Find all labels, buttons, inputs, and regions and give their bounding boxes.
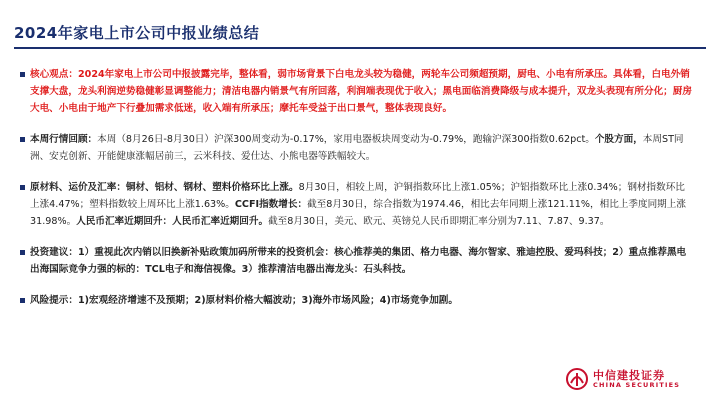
text-run: 个股方面， bbox=[594, 134, 643, 145]
text-run: 投资建议：1）重视此次内销以旧换新补贴政策加码所带来的投资机会：核心推荐美的集团、格力电器、海尔智家、雅迪控股、爱玛科技；2）重点推荐黑电出海国际竞争力强的标的：TCL电子和海信视像。3）推荐清洁电器出海龙头：石头科技。 bbox=[30, 247, 687, 275]
text-run: 风险提示：1)宏观经济增速不及预期；2)原材料价格大幅波动；3)海外市场风险；4)市场竞争加剧。 bbox=[30, 295, 458, 306]
text-run: 核心观点：2024年家电上市公司中报披露完毕，整体看，弱市场背景下白电龙头较为稳健，两轮车公司频超预期，厨电、小电有所承压。具体看，白电外销支撑大盘，龙头利润逆势稳健彰显调整能力；清洁电器内销景气有所回落，利润端表现优于收入；黑电面临消费降级与成本提升，双龙头表现有所分化；厨房大电、小电由于地产下行叠加需求低迷，收入端有所承压；摩托车受益于出口景气，整体表现良好。 bbox=[30, 69, 692, 114]
text-run: 8月30日，相较上周，沪铜指数环比上涨1.05%；沪铝指数环比上涨0.34%；钢材指数环比上涨4.47%；塑料指数较上周环比上涨1.63%。 bbox=[30, 182, 685, 210]
list-item-weekly-review bbox=[20, 131, 692, 165]
text-run: 本周ST同洲、安克创新、开能健康涨幅居前三，云米科技、爱仕达、小熊电器等跌幅较大。 bbox=[30, 134, 684, 162]
text-run: 截至8月30日，综合指数为1974.46，相比去年同期上涨121.11%，相比上季度同期上涨31.98%。 bbox=[30, 199, 686, 227]
text-run: 原材料、运价及汇率：铜材、铝材、钢材、塑料价格环比上涨。 bbox=[30, 182, 299, 193]
company-logo bbox=[566, 367, 696, 391]
logo-name-en: CHINA SECURITIES bbox=[593, 381, 681, 389]
list-item-investment-advice bbox=[20, 244, 692, 278]
list-item-core-view bbox=[20, 66, 692, 117]
text-run: 人民币汇率近期回升：人民币汇率近期回升。 bbox=[76, 216, 269, 227]
text-run: 截至8月30日，美元、欧元、英镑兑人民币即期汇率分别为7.11、7.87、9.37。 bbox=[268, 216, 610, 227]
page-title: 2024年家电上市公司中报业绩总结 bbox=[14, 24, 260, 42]
list-item-raw-materials bbox=[20, 179, 692, 230]
text-run: 本周（8月26日-8月30日）沪深300周变动为-0.17%，家用电器板块周变动为-0.79%，跑输沪深300指数0.62pct。 bbox=[97, 134, 595, 145]
bullet-icon bbox=[20, 185, 25, 190]
summary-list bbox=[20, 66, 692, 323]
bullet-icon bbox=[20, 137, 25, 142]
title-underline bbox=[14, 47, 706, 49]
list-item-risk-warning bbox=[20, 292, 692, 309]
china-securities-logo-icon bbox=[566, 368, 588, 390]
text-run: 本周行情回顾： bbox=[30, 134, 98, 145]
bullet-icon bbox=[20, 298, 25, 303]
bullet-icon bbox=[20, 250, 25, 255]
logo-name-cn: 中信建投证券 bbox=[593, 369, 665, 382]
bullet-icon bbox=[20, 72, 25, 77]
text-run: CCFI指数增长： bbox=[234, 199, 308, 210]
